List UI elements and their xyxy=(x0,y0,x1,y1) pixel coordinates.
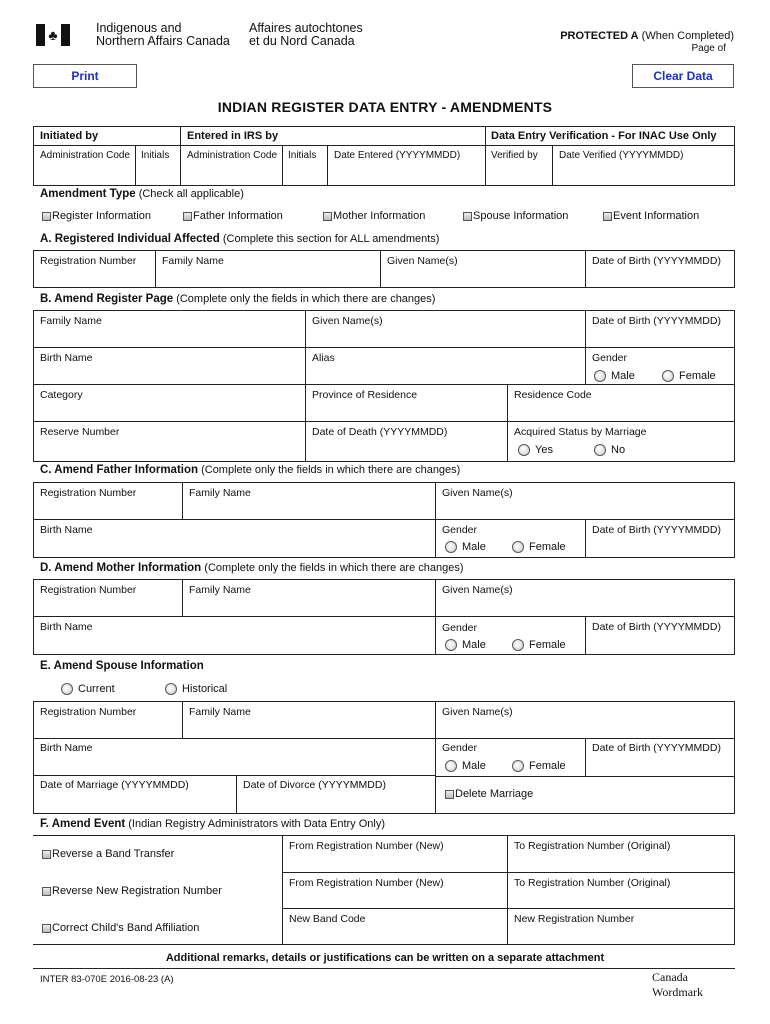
e-dodiv-field[interactable]: Date of Divorce (YYYYMMDD) xyxy=(243,779,386,791)
dept-fr-line2: et du Nord Canada xyxy=(249,34,355,48)
initials-label: Initials xyxy=(141,150,170,161)
radio-icon xyxy=(445,760,457,772)
radio-icon xyxy=(518,444,530,456)
date-verified-label: Date Verified (YYYYMMDD) xyxy=(559,150,684,161)
initiated-by-label: Initiated by xyxy=(40,130,99,142)
section-e-title: E. Amend Spouse Information xyxy=(40,660,204,672)
b-family-name-field[interactable]: Family Name xyxy=(40,315,102,327)
f-from-reg-2-field[interactable]: From Registration Number (New) xyxy=(289,877,444,889)
e-gender-female-radio[interactable] xyxy=(512,760,566,772)
d-given-names-field[interactable]: Given Name(s) xyxy=(442,584,513,596)
d-family-name-field[interactable]: Family Name xyxy=(189,584,251,596)
section-a-title: A. Registered Individual Affected xyxy=(40,233,220,245)
radio-label: Female xyxy=(679,370,716,382)
radio-icon xyxy=(445,541,457,553)
wordmark-line1: Canada xyxy=(652,970,688,984)
checkbox-label: Reverse a Band Transfer xyxy=(52,848,175,860)
section-d-heading xyxy=(40,562,464,574)
c-family-name-field[interactable]: Family Name xyxy=(189,487,251,499)
b-birth-name-field[interactable]: Birth Name xyxy=(40,352,93,364)
protected-rest: (When Completed) xyxy=(638,30,734,42)
admin-code-label: Administration Code xyxy=(40,150,131,161)
e-gender-label: Gender xyxy=(442,742,478,754)
form-id: INTER 83-070E 2016-08-23 (A) xyxy=(40,974,174,985)
c-gender-male-radio[interactable] xyxy=(445,541,486,553)
e-dob-field[interactable]: Date of Birth (YYYYMMDD) xyxy=(592,742,721,754)
radio-label: Male xyxy=(462,541,486,553)
checkbox-icon xyxy=(42,887,51,896)
checkbox-label: Mother Information xyxy=(333,210,426,222)
a-given-names-field[interactable]: Given Name(s) xyxy=(387,255,458,267)
e-gender-male-radio[interactable] xyxy=(445,760,486,772)
section-d-table xyxy=(33,579,735,655)
c-gender-label: Gender xyxy=(442,524,478,536)
entered-in-irs-label: Entered in IRS by xyxy=(187,130,279,142)
section-b-heading xyxy=(40,293,435,305)
amendment-type-heading xyxy=(40,188,244,200)
checkbox-icon xyxy=(323,212,332,221)
section-e-table xyxy=(33,701,735,814)
b-acquired-yes-radio[interactable] xyxy=(518,444,553,456)
father-info-checkbox[interactable] xyxy=(183,210,283,222)
b-province-field[interactable]: Province of Residence xyxy=(312,389,418,401)
b-given-names-field[interactable]: Given Name(s) xyxy=(312,315,383,327)
checkbox-icon xyxy=(603,212,612,221)
c-registration-number-field[interactable]: Registration Number xyxy=(40,487,137,499)
b-acquired-label: Acquired Status by Marriage xyxy=(514,426,647,438)
c-gender-female-radio[interactable] xyxy=(512,541,566,553)
date-entered-label: Date Entered (YYYYMMDD) xyxy=(334,150,461,161)
checkbox-icon xyxy=(42,212,51,221)
clear-data-button[interactable]: Clear Data xyxy=(632,64,734,88)
d-gender-label: Gender xyxy=(442,622,478,634)
b-gender-label: Gender xyxy=(592,352,628,364)
amendment-type-title: Amendment Type xyxy=(40,188,136,200)
canada-flag-icon: ♣ xyxy=(36,24,70,46)
checkbox-label: Spouse Information xyxy=(473,210,569,222)
d-gender-female-radio[interactable] xyxy=(512,639,566,651)
radio-label: Male xyxy=(611,370,635,382)
print-button[interactable]: Print xyxy=(33,64,137,88)
radio-icon xyxy=(594,444,606,456)
event-info-checkbox[interactable] xyxy=(603,210,699,222)
checkbox-label: Register Information xyxy=(52,210,152,222)
correct-child-band-checkbox[interactable] xyxy=(42,922,199,934)
section-d-title: D. Amend Mother Information xyxy=(40,562,202,574)
department-name-fr xyxy=(249,22,363,48)
section-a-note: (Complete this section for ALL amendments) xyxy=(219,233,440,245)
d-birth-name-field[interactable]: Birth Name xyxy=(40,621,93,633)
e-given-names-field[interactable]: Given Name(s) xyxy=(442,706,513,718)
e-dom-field[interactable]: Date of Marriage (YYYYMMDD) xyxy=(40,779,189,791)
radio-icon xyxy=(512,639,524,651)
reverse-band-transfer-checkbox[interactable] xyxy=(42,848,174,860)
remarks-note: Additional remarks, details or justifications can be written on a separate attachment xyxy=(165,952,605,964)
b-dod-field[interactable]: Date of Death (YYYYMMDD) xyxy=(312,426,448,438)
radio-icon xyxy=(512,760,524,772)
b-alias-field[interactable]: Alias xyxy=(312,352,335,364)
delete-marriage-checkbox[interactable] xyxy=(445,788,533,800)
section-f-title: F. Amend Event xyxy=(40,818,126,830)
b-acquired-no-radio[interactable] xyxy=(594,444,625,456)
radio-label: No xyxy=(611,444,626,456)
spouse-info-checkbox[interactable] xyxy=(463,210,568,222)
reverse-registration-checkbox[interactable] xyxy=(42,885,222,897)
c-birth-name-field[interactable]: Birth Name xyxy=(40,524,93,536)
section-d-note: (Complete only the fields in which there are changes) xyxy=(201,562,464,574)
section-c-title: C. Amend Father Information xyxy=(40,464,199,476)
radio-label: Female xyxy=(529,639,566,651)
dept-en-line1: Indigenous and xyxy=(96,21,182,35)
radio-icon xyxy=(445,639,457,651)
f-new-band-code-field[interactable]: New Band Code xyxy=(289,913,366,925)
checkbox-label: Event Information xyxy=(613,210,700,222)
verified-by-label: Verified by xyxy=(491,150,538,161)
d-dob-field[interactable]: Date of Birth (YYYYMMDD) xyxy=(592,621,721,633)
b-reserve-number-field[interactable]: Reserve Number xyxy=(40,426,120,438)
section-b-note: (Complete only the fields in which there are changes) xyxy=(173,293,436,305)
section-f-heading xyxy=(40,818,385,830)
radio-icon xyxy=(594,370,606,382)
b-residence-code-field[interactable]: Residence Code xyxy=(514,389,592,401)
section-e-heading xyxy=(40,660,204,672)
admin-code-2-label: Administration Code xyxy=(187,150,278,161)
radio-icon xyxy=(662,370,674,382)
radio-icon xyxy=(165,683,177,695)
amendment-type-note: (Check all applicable) xyxy=(135,188,244,200)
initials-2-label: Initials xyxy=(288,150,317,161)
b-gender-female-radio[interactable] xyxy=(662,370,716,382)
b-dob-field[interactable]: Date of Birth (YYYYMMDD) xyxy=(592,315,721,327)
section-c-note: (Complete only the fields in which there are changes) xyxy=(198,464,461,476)
radio-icon xyxy=(61,683,73,695)
page-of: Page of xyxy=(691,43,726,54)
d-gender-male-radio[interactable] xyxy=(445,639,486,651)
register-info-checkbox[interactable] xyxy=(42,210,151,222)
e-registration-number-field[interactable]: Registration Number xyxy=(40,706,137,718)
f-new-reg-number-field[interactable]: New Registration Number xyxy=(514,913,635,925)
wordmark-line2: Wordmark xyxy=(652,985,704,999)
radio-label: Current xyxy=(78,683,115,695)
checkbox-label: Father Information xyxy=(193,210,283,222)
radio-icon xyxy=(512,541,524,553)
protected-label xyxy=(560,30,734,42)
b-gender-male-radio[interactable] xyxy=(594,370,635,382)
checkbox-icon xyxy=(463,212,472,221)
checkbox-icon xyxy=(42,924,51,933)
section-b-table xyxy=(33,310,735,462)
radio-label: Historical xyxy=(182,683,228,695)
section-c-table xyxy=(33,482,735,558)
checkbox-label: Correct Child's Band Affiliation xyxy=(52,922,200,934)
canada-wordmark xyxy=(652,970,703,1000)
b-category-field[interactable]: Category xyxy=(40,389,83,401)
section-a-heading xyxy=(40,233,439,245)
checkbox-icon xyxy=(445,790,454,799)
d-registration-number-field[interactable]: Registration Number xyxy=(40,584,137,596)
f-from-reg-1-field[interactable]: From Registration Number (New) xyxy=(289,840,444,852)
e-family-name-field[interactable]: Family Name xyxy=(189,706,251,718)
verification-label: Data Entry Verification - For INAC Use Only xyxy=(491,130,717,142)
dept-fr-line1: Affaires autochtones xyxy=(249,21,363,35)
f-to-reg-2-field[interactable]: To Registration Number (Original) xyxy=(514,877,671,889)
radio-label: Yes xyxy=(535,444,553,456)
radio-label: Male xyxy=(462,760,486,772)
dept-en-line2: Northern Affairs Canada xyxy=(96,34,230,48)
mother-info-checkbox[interactable] xyxy=(323,210,425,222)
c-given-names-field[interactable]: Given Name(s) xyxy=(442,487,513,499)
e-current-radio[interactable] xyxy=(61,683,115,695)
checkbox-icon xyxy=(42,850,51,859)
checkbox-icon xyxy=(183,212,192,221)
protected-bold: PROTECTED A xyxy=(560,30,639,42)
section-b-title: B. Amend Register Page xyxy=(40,293,174,305)
a-family-name-field[interactable]: Family Name xyxy=(162,255,224,267)
c-dob-field[interactable]: Date of Birth (YYYYMMDD) xyxy=(592,524,721,536)
a-registration-number-field[interactable]: Registration Number xyxy=(40,255,137,267)
page-title: INDIAN REGISTER DATA ENTRY - AMENDMENTS xyxy=(217,99,553,115)
section-c-heading xyxy=(40,464,460,476)
radio-label: Male xyxy=(462,639,486,651)
department-name-en xyxy=(96,22,230,48)
checkbox-label: Delete Marriage xyxy=(455,788,534,800)
radio-label: Female xyxy=(529,541,566,553)
a-dob-field[interactable]: Date of Birth (YYYYMMDD) xyxy=(592,255,721,267)
radio-label: Female xyxy=(529,760,566,772)
checkbox-label: Reverse New Registration Number xyxy=(52,885,222,897)
e-historical-radio[interactable] xyxy=(165,683,227,695)
section-f-note: (Indian Registry Administrators with Data Entry Only) xyxy=(125,818,386,830)
e-birth-name-field[interactable]: Birth Name xyxy=(40,742,93,754)
f-to-reg-1-field[interactable]: To Registration Number (Original) xyxy=(514,840,671,852)
